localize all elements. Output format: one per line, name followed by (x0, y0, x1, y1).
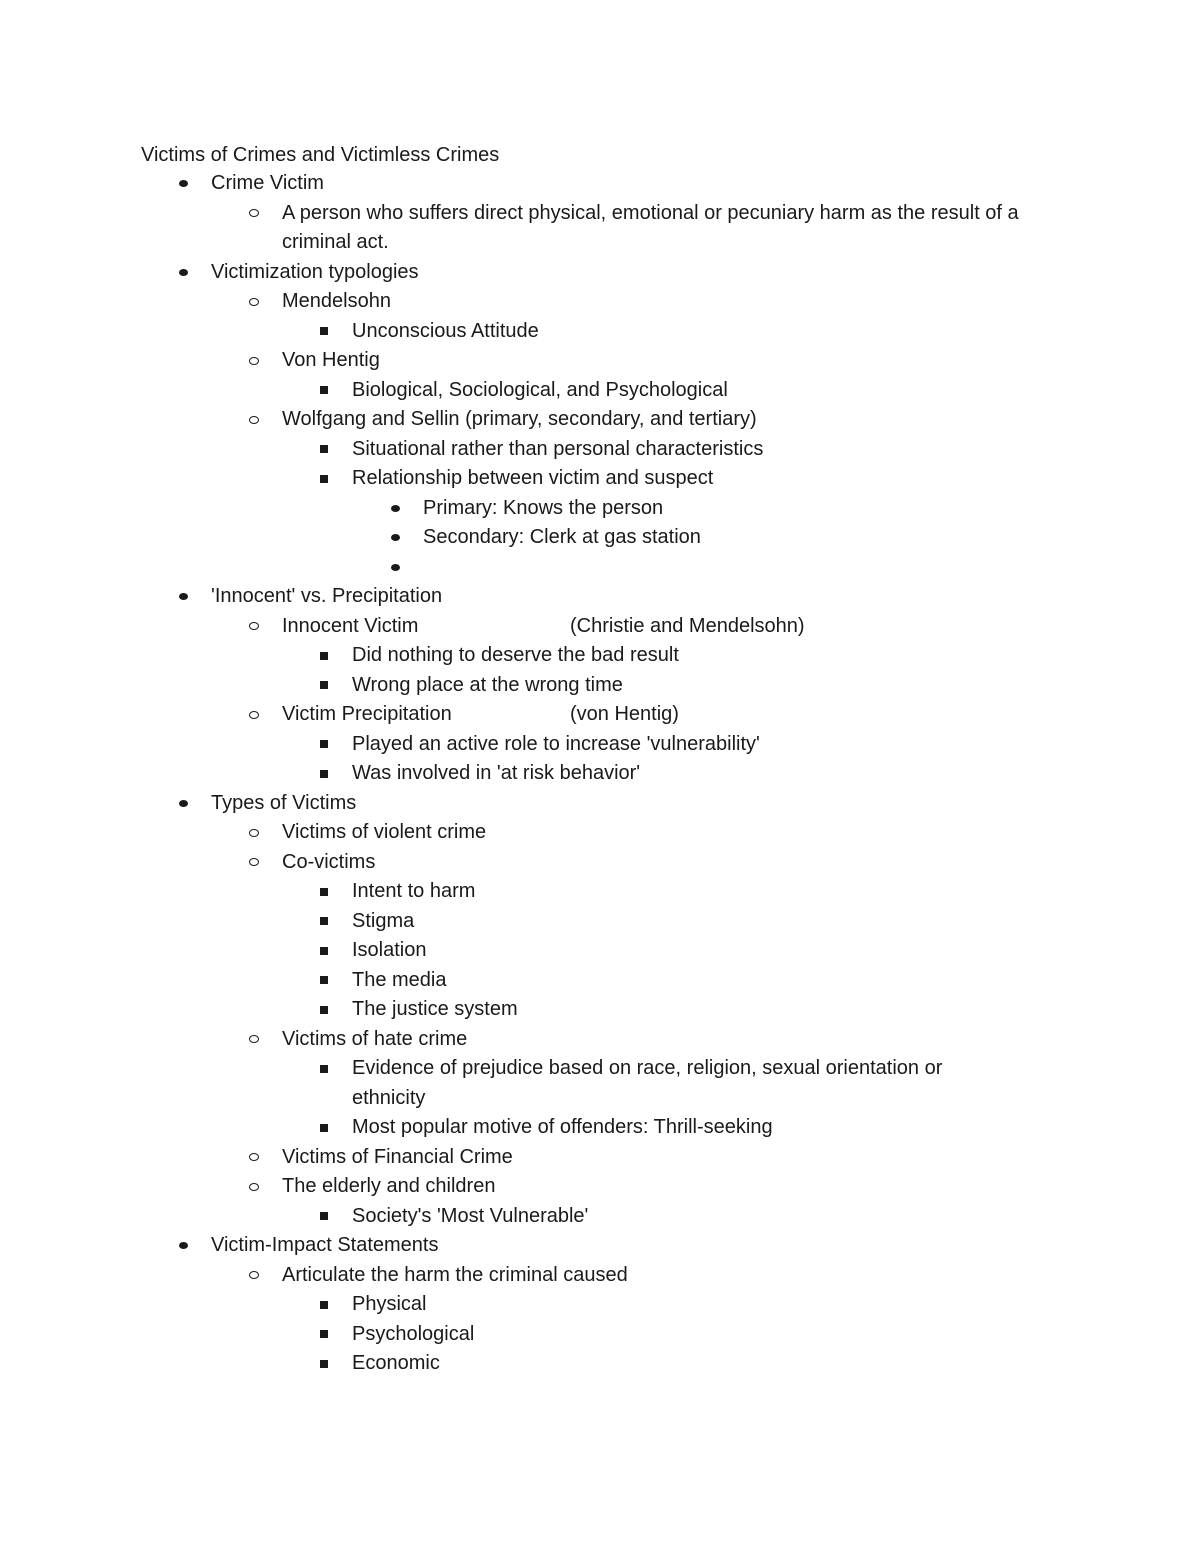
list-item (0, 966, 1200, 996)
list-item-text: Mendelsohn (282, 290, 391, 312)
hollow-circle-bullet-icon (244, 405, 264, 435)
list-item (0, 553, 1200, 583)
list-item-text: Stigma (352, 909, 415, 932)
hollow-circle-bullet-icon (244, 818, 264, 848)
hollow-circle-bullet-icon (244, 287, 264, 317)
list-item-text: Biological, Sociological, and Psychological (352, 378, 728, 401)
list-item-text: Victims of hate crime (282, 1027, 468, 1050)
list-item-text: Isolation (352, 939, 427, 961)
list-item (0, 1290, 1200, 1320)
list-item-aside: (Christie and Mendelsohn) (570, 614, 805, 637)
filled-square-bullet-icon (314, 1349, 334, 1379)
list-item (0, 1025, 1200, 1055)
list-item (0, 1349, 1200, 1379)
list-item (0, 730, 1200, 760)
list-item-row (282, 612, 1200, 642)
list-item-text: The media (352, 968, 447, 991)
list-item-text: Types of Victims (211, 791, 357, 814)
hollow-circle-bullet-icon (244, 1261, 264, 1291)
list-item-text: Von Hentig (282, 349, 380, 371)
list-item-text: Intent to harm (352, 880, 476, 902)
list-item-text: Crime Victim (211, 172, 324, 194)
list-item (0, 671, 1200, 701)
list-item-text: The justice system (352, 998, 518, 1020)
list-item (0, 1172, 1200, 1202)
list-item-text: 'Innocent' vs. Precipitation (211, 585, 443, 607)
list-item-text: Wolfgang and Sellin (primary, secondary, and tertiary) (282, 408, 757, 430)
filled-square-bullet-icon (314, 376, 334, 406)
filled-disc-bullet-icon (385, 553, 405, 583)
hollow-circle-bullet-icon (244, 1172, 264, 1202)
filled-square-bullet-icon (314, 1113, 334, 1143)
list-item-text: Economic (352, 1352, 440, 1374)
list-item-text: Victims of Financial Crime (282, 1145, 513, 1168)
filled-square-bullet-icon (314, 907, 334, 937)
list-item (0, 1261, 1200, 1291)
list-item (0, 641, 1200, 671)
hollow-circle-bullet-icon (244, 848, 264, 878)
list-item-text: Victim-Impact Statements (211, 1234, 439, 1256)
list-item (0, 494, 1200, 524)
filled-square-bullet-icon (314, 877, 334, 907)
filled-square-bullet-icon (314, 936, 334, 966)
list-item (0, 376, 1200, 406)
list-item-text: Did nothing to deserve the bad result (352, 644, 679, 666)
list-item (0, 169, 1200, 199)
list-item-text: Psychological (352, 1322, 475, 1345)
list-item (0, 907, 1200, 937)
list-item (0, 700, 1200, 730)
bullet-outline (0, 169, 1200, 1379)
hollow-circle-bullet-icon (244, 1143, 264, 1173)
filled-square-bullet-icon (314, 671, 334, 701)
list-item (0, 464, 1200, 494)
list-item (0, 1143, 1200, 1173)
list-item-text: Relationship between victim and suspect (352, 467, 714, 489)
list-item-text: Unconscious Attitude (352, 319, 539, 342)
filled-square-bullet-icon (314, 759, 334, 789)
list-item (0, 523, 1200, 553)
list-item (0, 258, 1200, 288)
filled-square-bullet-icon (314, 464, 334, 494)
list-item-text: Most popular motive of offenders: Thrill-seeking (352, 1116, 773, 1138)
filled-disc-bullet-icon (385, 523, 405, 553)
filled-square-bullet-icon (314, 1290, 334, 1320)
list-item-text: Victims of violent crime (282, 821, 487, 843)
list-item (0, 995, 1200, 1025)
filled-disc-bullet-icon (173, 258, 193, 288)
document-title: Victims of Crimes and Victimless Crimes (141, 144, 500, 166)
list-item (0, 848, 1200, 878)
list-item-text: Victim Precipitation (282, 703, 452, 725)
list-item (0, 759, 1200, 789)
list-item (0, 1231, 1200, 1261)
list-item (0, 612, 1200, 642)
list-item-text: A person who suffers direct physical, emotional or pecuniary harm as the result of a criminal act. (282, 201, 1025, 253)
filled-square-bullet-icon (314, 641, 334, 671)
filled-square-bullet-icon (314, 1054, 334, 1084)
filled-disc-bullet-icon (173, 169, 193, 199)
filled-square-bullet-icon (314, 1202, 334, 1232)
list-item (0, 317, 1200, 347)
list-item-text: Evidence of prejudice based on race, religion, sexual orientation or ethnicity (352, 1057, 948, 1109)
filled-disc-bullet-icon (173, 789, 193, 819)
list-item-text: Primary: Knows the person (423, 496, 664, 519)
list-item (0, 199, 1200, 258)
list-item (0, 405, 1200, 435)
filled-square-bullet-icon (314, 966, 334, 996)
list-item-text: Was involved in 'at risk behavior' (352, 762, 641, 784)
filled-square-bullet-icon (314, 1320, 334, 1350)
list-item (0, 346, 1200, 376)
list-item (0, 1113, 1200, 1143)
list-item-text: Innocent Victim (282, 614, 419, 637)
hollow-circle-bullet-icon (244, 700, 264, 730)
list-item-text: The elderly and children (282, 1175, 496, 1197)
list-item-text: Situational rather than personal characteristics (352, 437, 764, 460)
hollow-circle-bullet-icon (244, 199, 264, 229)
list-item-row (282, 700, 1200, 730)
hollow-circle-bullet-icon (244, 1025, 264, 1055)
list-item-text: Co-victims (282, 850, 376, 873)
list-item (0, 582, 1200, 612)
list-item (0, 1054, 1200, 1113)
list-item-text: Wrong place at the wrong time (352, 673, 623, 696)
list-item-text: Victimization typologies (211, 260, 419, 283)
filled-square-bullet-icon (314, 435, 334, 465)
filled-disc-bullet-icon (173, 582, 193, 612)
filled-disc-bullet-icon (173, 1231, 193, 1261)
list-item-aside: (von Hentig) (570, 703, 679, 725)
list-item (0, 936, 1200, 966)
list-item (0, 877, 1200, 907)
filled-square-bullet-icon (314, 317, 334, 347)
filled-disc-bullet-icon (385, 494, 405, 524)
list-item-text: Physical (352, 1293, 427, 1315)
hollow-circle-bullet-icon (244, 346, 264, 376)
list-item-text: Played an active role to increase 'vulnerability' (352, 732, 760, 755)
filled-square-bullet-icon (314, 995, 334, 1025)
list-item-text: Secondary: Clerk at gas station (423, 526, 701, 548)
list-item-text: Articulate the harm the criminal caused (282, 1263, 628, 1286)
filled-square-bullet-icon (314, 730, 334, 760)
list-item (0, 1202, 1200, 1232)
list-item (0, 1320, 1200, 1350)
list-item-text: Society's 'Most Vulnerable' (352, 1204, 589, 1227)
list-item (0, 789, 1200, 819)
hollow-circle-bullet-icon (244, 612, 264, 642)
list-item (0, 287, 1200, 317)
list-item (0, 818, 1200, 848)
list-item (0, 435, 1200, 465)
